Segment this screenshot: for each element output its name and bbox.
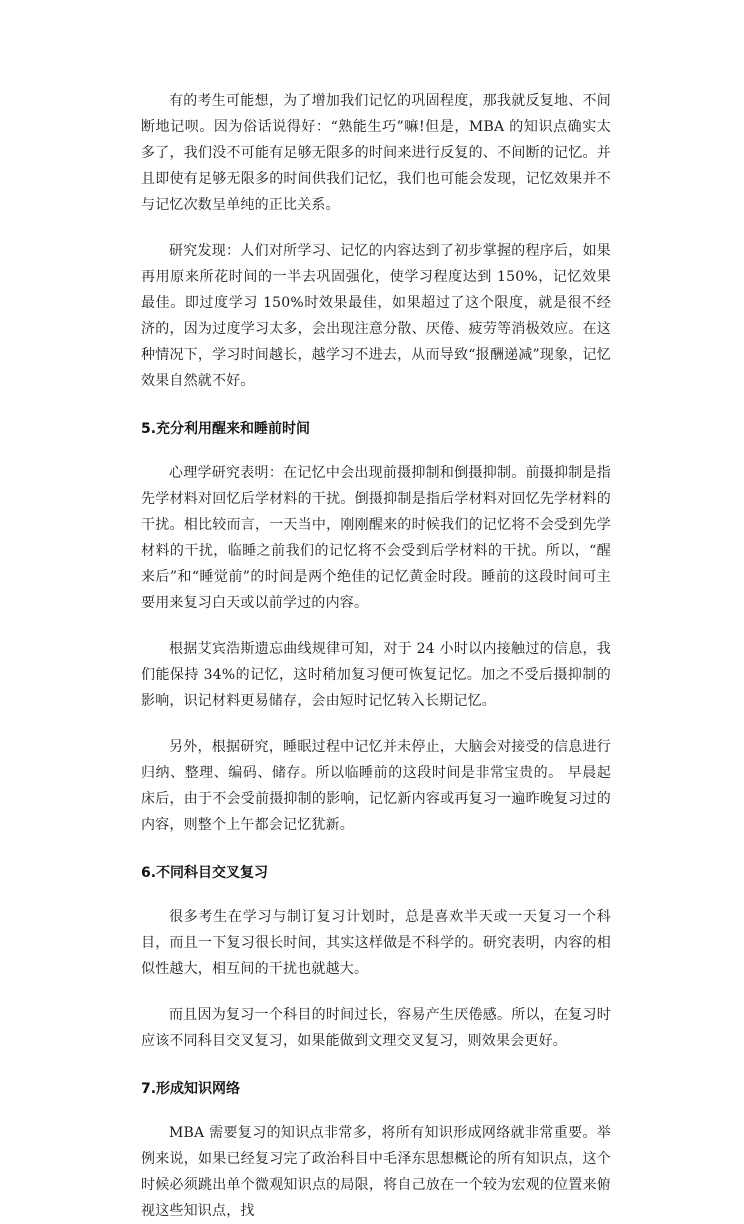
intro-paragraph-1: 有的考生可能想，为了增加我们记忆的巩固程度，那我就反复地、不间断地记呗。因为俗话说得好：“熟能生巧”嘛!但是，MBA 的知识点确实太多了，我们没不可能有足够无限多的时间来进行反复的、不间断的记忆。并且即使有足够无限多的时间供我们记忆，我们也可能会发现，记忆效果并不与记忆次数呈单纯的正比关系。 [141,93,611,213]
section-6-paragraph-1: 很多考生在学习与制订复习计划时，总是喜欢半天或一天复习一个科目，而且一下复习很长时间，其实这样做是不科学的。研究表明，内容的相似性越大，相互间的干扰也就越大。 [141,909,611,977]
section-7-paragraph-1: MBA 需要复习的知识点非常多，将所有知识形成网络就非常重要。举例来说，如果已经复习完了政治科目中毛泽东思想概论的所有知识点，这个时候必须跳出单个微观知识点的局限，将自己放在一个较为宏观的位置来俯视这些知识点，找 [141,1125,611,1219]
section-5-heading: 5.充分利用醒来和睡前时间 [141,421,311,437]
section-6-paragraph-2: 而且因为复习一个科目的时间过长，容易产生厌倦感。所以，在复习时应该不同科目交叉复习，如果能做到文理交叉复习，则效果会更好。 [141,1007,611,1049]
section-5-paragraph-3: 另外，根据研究，睡眠过程中记忆并未停止，大脑会对接受的信息进行归纳、整理、编码、储存。所以临睡前的这段时间是非常宝贵的。 早晨起床后，由于不会受前摄抑制的影响，记忆新内容或再复习一遍昨晚复习过的内容，则整个上午都会记忆犹新。 [141,739,611,833]
section-5-paragraph-1: 心理学研究表明：在记忆中会出现前摄抑制和倒摄抑制。前摄抑制是指先学材料对回忆后学材料的干扰。倒摄抑制是指后学材料对回忆先学材料的干扰。相比较而言，一天当中，刚刚醒来的时候我们的记忆将不会受到先学材料的干扰，临睡之前我们的记忆将不会受到后学材料的干扰。所以，“醒来后”和“睡觉前”的时间是两个绝佳的记忆黄金时段。睡前的这段时间可主要用来复习白天或以前学过的内容。 [141,465,611,611]
document-body [141,88,611,1224]
section-6-heading: 6.不同科目交叉复习 [141,865,269,881]
section-7-heading: 7.形成知识网络 [141,1081,241,1097]
intro-paragraph-2: 研究发现：人们对所学习、记忆的内容达到了初步掌握的程序后，如果再用原来所花时间的一半去巩固强化，使学习程度达到 150%，记忆效果最佳。即过度学习 150%时效果最佳，如果超过了这个限度，就是很不经济的，因为过度学习太多，会出现注意分散、厌倦、疲劳等消极效应。在这种情况下，学习时间越长，越学习不进去，从而导致“报酬递减”现象，记忆效果自然就不好。 [141,243,611,389]
section-5-paragraph-2: 根据艾宾浩斯遗忘曲线规律可知，对于 24 小时以内接触过的信息，我们能保持 34%的记忆，这时稍加复习便可恢复记忆。加之不受后摄抑制的影响，识记材料更易储存，会由短时记忆转入长期记忆。 [141,641,611,709]
